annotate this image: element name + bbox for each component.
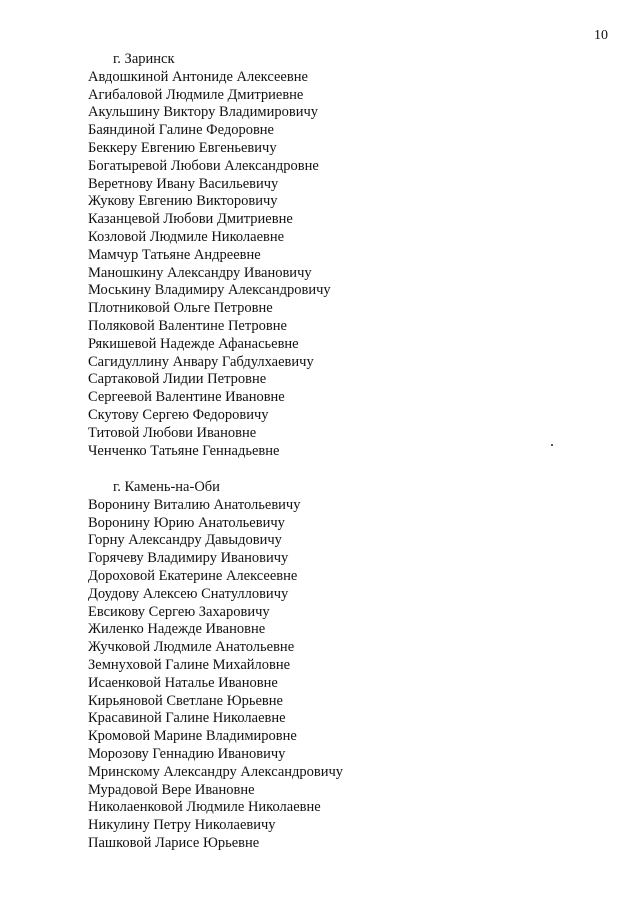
list-item: Маношкину Александру Ивановичу: [88, 264, 312, 281]
list-item: Никулину Петру Николаевичу: [88, 817, 276, 834]
list-item: Мринскому Александру Александровичу: [88, 763, 344, 780]
list-item: Скутову Сергею Федоровичу: [88, 406, 269, 423]
list-item: Доудову Алексею Снатулловичу: [88, 585, 289, 602]
list-item: Жучковой Людмиле Анатольевне: [88, 639, 295, 656]
list-item: Рякишевой Надежде Афанасьевне: [88, 335, 299, 352]
list-item: Кирьяновой Светлане Юрьевне: [88, 692, 283, 709]
list-item: Горну Александру Давыдовичу: [88, 532, 282, 549]
list-item: Беккеру Евгению Евгеньевичу: [88, 139, 277, 156]
list-item: Морозову Геннадию Ивановичу: [88, 745, 286, 762]
list-item: Горячеву Владимиру Ивановичу: [88, 550, 289, 567]
section-kamen-na-obi: [88, 479, 343, 853]
list-item: Авдошкиной Антониде Алексеевне: [88, 68, 308, 85]
list-item: Титовой Любови Ивановне: [88, 424, 257, 441]
list-item: Жукову Евгению Викторовичу: [88, 193, 278, 210]
list-item: Пашковой Ларисе Юрьевне: [88, 834, 260, 851]
list-item: Николаенковой Людмиле Николаевне: [88, 799, 321, 816]
list-item: Баяндиной Галине Федоровне: [88, 122, 274, 139]
scan-speck: [551, 444, 553, 446]
list-item: Дороховой Екатерине Алексеевне: [88, 567, 298, 584]
list-item: Евсикову Сергею Захаровичу: [88, 603, 270, 620]
list-item: Воронину Юрию Анатольевичу: [88, 514, 285, 531]
list-item: Агибаловой Людмиле Дмитриевне: [88, 86, 304, 103]
list-item: Поляковой Валентине Петровне: [88, 317, 287, 334]
list-item: Казанцевой Любови Дмитриевне: [88, 211, 293, 228]
list-item: Сагидуллину Анвару Габдулхаевичу: [88, 353, 314, 370]
section-zarinsk: [88, 51, 331, 460]
list-item: Земнуховой Галине Михайловне: [88, 656, 291, 673]
list-item: Мамчур Татьяне Андреевне: [88, 246, 261, 263]
section-heading: г. Камень-на-Оби: [113, 479, 220, 495]
name-list: [88, 69, 331, 461]
list-item: Плотниковой Ольге Петровне: [88, 300, 273, 317]
list-item: Мурадовой Вере Ивановне: [88, 781, 255, 798]
list-item: Богатыревой Любови Александровне: [88, 157, 319, 174]
list-item: Козловой Людмиле Николаевне: [88, 228, 285, 245]
list-item: Жиленко Надежде Ивановне: [88, 621, 266, 638]
name-list: [88, 497, 343, 853]
list-item: Акульшину Виктору Владимировичу: [88, 104, 319, 121]
list-item: Сартаковой Лидии Петровне: [88, 371, 267, 388]
list-item: Красавиной Галине Николаевне: [88, 710, 286, 727]
page-number: 10: [594, 28, 608, 43]
list-item: Исаенковой Наталье Ивановне: [88, 674, 278, 691]
section-heading: г. Заринск: [113, 51, 175, 67]
list-item: Кромовой Марине Владимировне: [88, 728, 297, 745]
list-item: Веретнову Ивану Васильевичу: [88, 175, 279, 192]
list-item: Воронину Виталию Анатольевичу: [88, 496, 301, 513]
list-item: Ченченко Татьяне Геннадьевне: [88, 442, 280, 459]
list-item: Моськину Владимиру Александровичу: [88, 282, 331, 299]
list-item: Сергеевой Валентине Ивановне: [88, 389, 285, 406]
